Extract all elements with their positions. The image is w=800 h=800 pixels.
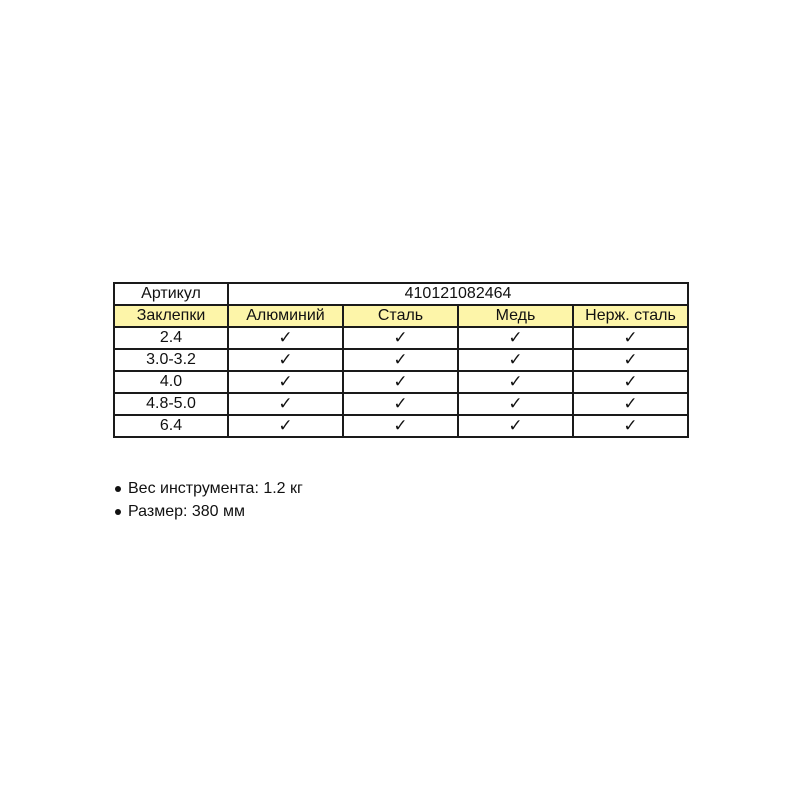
spec-notes-list <box>115 477 303 523</box>
rivets-header: Заклепки <box>114 305 228 327</box>
list-item <box>115 477 303 500</box>
check-icon: ✓ <box>228 371 343 393</box>
check-icon: ✓ <box>573 393 688 415</box>
rivet-size: 4.8-5.0 <box>114 393 228 415</box>
article-row <box>114 283 688 305</box>
table-row <box>114 415 688 437</box>
table-row <box>114 393 688 415</box>
material-header-copper: Медь <box>458 305 573 327</box>
check-icon: ✓ <box>228 415 343 437</box>
rivet-size: 4.0 <box>114 371 228 393</box>
table-row <box>114 371 688 393</box>
rivet-size: 3.0-3.2 <box>114 349 228 371</box>
check-icon: ✓ <box>458 415 573 437</box>
table-row <box>114 349 688 371</box>
check-icon: ✓ <box>343 415 458 437</box>
check-icon: ✓ <box>458 393 573 415</box>
check-icon: ✓ <box>343 327 458 349</box>
compatibility-table <box>113 282 689 438</box>
check-icon: ✓ <box>573 415 688 437</box>
check-icon: ✓ <box>228 327 343 349</box>
bullet-icon <box>115 509 121 515</box>
check-icon: ✓ <box>573 349 688 371</box>
check-icon: ✓ <box>343 371 458 393</box>
material-header-steel: Сталь <box>343 305 458 327</box>
check-icon: ✓ <box>458 327 573 349</box>
header-row <box>114 305 688 327</box>
check-icon: ✓ <box>573 371 688 393</box>
check-icon: ✓ <box>458 371 573 393</box>
rivet-size: 2.4 <box>114 327 228 349</box>
check-icon: ✓ <box>343 349 458 371</box>
check-icon: ✓ <box>228 349 343 371</box>
list-item <box>115 500 303 523</box>
article-label: Артикул <box>114 283 228 305</box>
bullet-icon <box>115 486 121 492</box>
check-icon: ✓ <box>458 349 573 371</box>
table-row <box>114 327 688 349</box>
check-icon: ✓ <box>573 327 688 349</box>
material-header-aluminium: Алюминий <box>228 305 343 327</box>
rivet-size: 6.4 <box>114 415 228 437</box>
article-value: 410121082464 <box>228 283 688 305</box>
check-icon: ✓ <box>228 393 343 415</box>
tool-weight-note: Вес инструмента: 1.2 кг <box>128 480 303 497</box>
material-header-stainless: Нерж. сталь <box>573 305 688 327</box>
check-icon: ✓ <box>343 393 458 415</box>
tool-size-note: Размер: 380 мм <box>128 503 246 520</box>
